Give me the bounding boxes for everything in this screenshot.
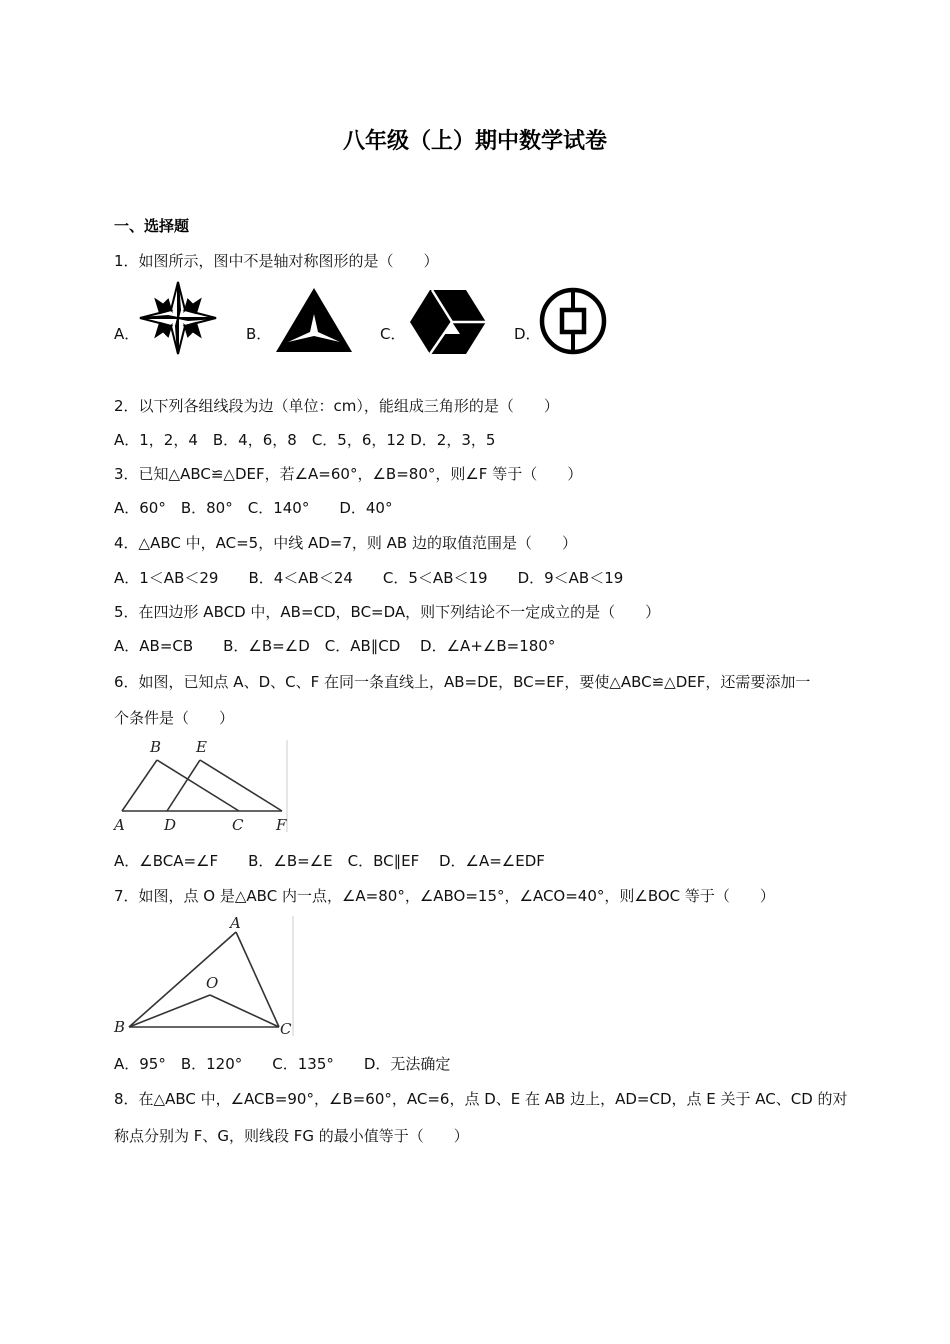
label-c: C bbox=[280, 1020, 292, 1038]
q1-option-c-label: C． bbox=[380, 325, 406, 343]
question-8-stem: 8．在△ABC 中，∠ACB=90°，∠B=60°，AC=6，点 D、E 在 AB 边上，AD=CD，点 E 关于 AC、CD 的对 bbox=[114, 1090, 848, 1108]
question-2-options: A．1，2，4 B．4，6，8 C．5，6，12 D．2，3，5 bbox=[114, 431, 496, 449]
q1-option-b-label: B． bbox=[246, 325, 272, 343]
question-6-figure bbox=[112, 738, 288, 834]
label-f: F bbox=[276, 816, 287, 834]
question-3-options: A．60° B．80° C．140° D．40° bbox=[114, 499, 393, 517]
question-2-stem: 2．以下列各组线段为边（单位：cm），能组成三角形的是（ ） bbox=[114, 397, 559, 415]
label-a: A bbox=[230, 914, 241, 932]
section-heading: 一、选择题 bbox=[114, 217, 190, 235]
label-a: A bbox=[114, 816, 125, 834]
label-o: O bbox=[206, 974, 219, 992]
question-4-options: A．1＜AB＜29 B．4＜AB＜24 C．5＜AB＜19 D．9＜AB＜19 bbox=[114, 569, 624, 587]
question-5-stem: 5．在四边形 ABCD 中，AB=CD，BC=DA，则下列结论不一定成立的是（ ） bbox=[114, 603, 661, 621]
q1-option-a-label: A． bbox=[114, 325, 140, 343]
label-b: B bbox=[114, 1018, 126, 1036]
question-7-options: A．95° B．120° C．135° D．无法确定 bbox=[114, 1055, 451, 1073]
question-8-stem-cont: 称点分别为 F、G，则线段 FG 的最小值等于（ ） bbox=[114, 1127, 469, 1145]
compass-star-icon bbox=[138, 280, 218, 356]
triangle-tri-star-icon bbox=[274, 286, 354, 354]
question-7-stem: 7．如图，点 O 是△ABC 内一点，∠A=80°，∠ABO=15°，∠ACO=40°，则∠BOC 等于（ ） bbox=[114, 887, 775, 905]
question-7-figure bbox=[112, 914, 296, 1038]
question-6-stem-cont: 个条件是（ ） bbox=[114, 709, 235, 727]
q1-option-d-label: D． bbox=[514, 325, 541, 343]
label-b: B bbox=[150, 738, 162, 756]
question-5-options: A．AB=CB B．∠B=∠D C．AB∥CD D．∠A+∠B=180° bbox=[114, 637, 556, 655]
question-4-stem: 4．△ABC 中，AC=5，中线 AD=7，则 AB 边的取值范围是（ ） bbox=[114, 534, 577, 552]
page-title: 八年级（上）期中数学试卷 bbox=[342, 129, 607, 154]
label-d: D bbox=[164, 816, 177, 834]
hexagon-triskelion-icon bbox=[408, 288, 488, 356]
label-e: E bbox=[196, 738, 207, 756]
question-6-stem: 6．如图，已知点 A、D、C、F 在同一条直线上，AB=DE，BC=EF，要使△ABC≌△DEF，还需要添加一 bbox=[114, 673, 811, 691]
coin-square-hole-icon bbox=[538, 286, 608, 356]
label-c: C bbox=[232, 816, 244, 834]
question-3-stem: 3．已知△ABC≌△DEF，若∠A=60°，∠B=80°，则∠F 等于（ ） bbox=[114, 465, 583, 483]
question-6-options: A．∠BCA=∠F B．∠B=∠E C．BC∥EF D．∠A=∠EDF bbox=[114, 852, 545, 870]
question-1-stem: 1．如图所示，图中不是轴对称图形的是（ ） bbox=[114, 252, 439, 270]
